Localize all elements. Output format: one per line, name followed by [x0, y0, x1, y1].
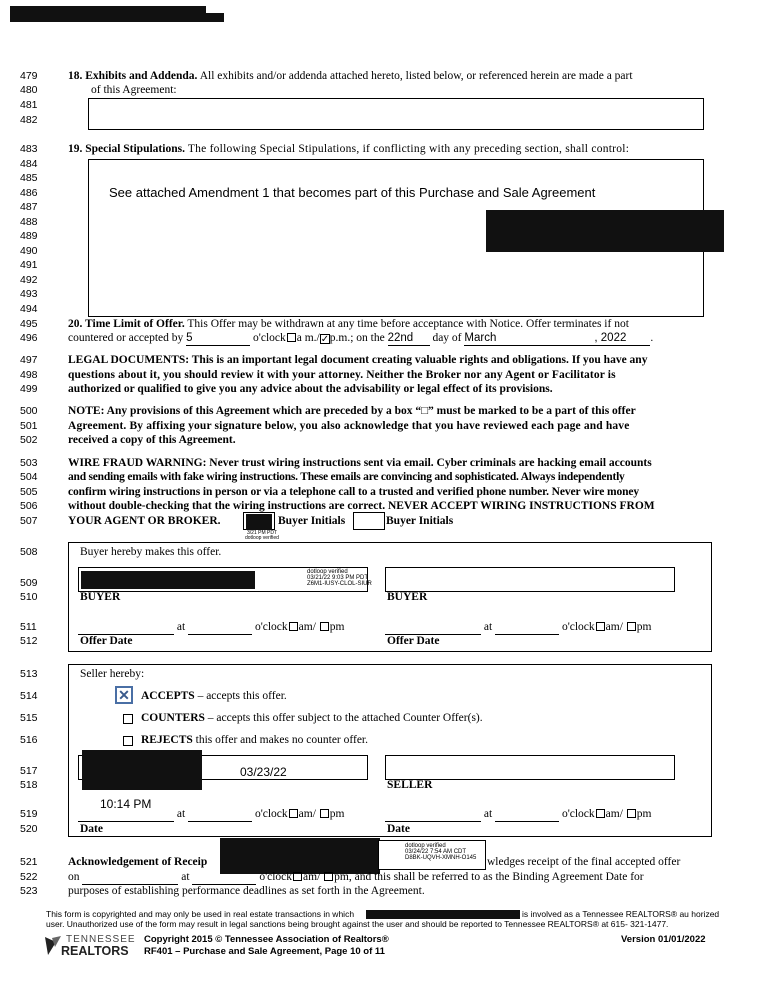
line-number: 520 — [20, 823, 38, 835]
buyer-time-field-1[interactable] — [188, 620, 252, 635]
section-20-text-2: countered or accepted by — [68, 332, 184, 344]
section-18-text: All exhibits and/or addenda attached hereto, listed below, or referenced herein are made a part — [199, 70, 633, 82]
wire-line-1: WIRE FRAUD WARNING: Never trust wiring instructions sent via email. Cyber criminals are hacking email accounts — [68, 457, 652, 469]
pm-checkbox[interactable] — [320, 334, 330, 344]
initials-stamp-verified: dotloop verified — [245, 535, 279, 541]
oclock-label: o'clock — [254, 621, 288, 633]
at-label: at — [176, 808, 186, 820]
counters-option — [141, 711, 483, 725]
line-number: 493 — [20, 288, 38, 300]
line-number: 486 — [20, 187, 38, 199]
line-number: 516 — [20, 734, 38, 746]
check-icon: ✓ — [320, 334, 330, 345]
am-label: am/ — [298, 808, 316, 820]
am-label: a m./ — [296, 332, 320, 344]
legal-line-1: LEGAL DOCUMENTS: This is an important legal document creating valuable rights and obligations. If you have any — [68, 354, 648, 366]
am-checkbox[interactable] — [289, 809, 298, 818]
section-19-heading: 19. Special Stipulations. — [68, 143, 185, 155]
logo-mark-icon — [44, 935, 62, 957]
oclock-label: o'clock — [253, 332, 286, 344]
line-number: 523 — [20, 885, 38, 897]
line-number: 504 — [20, 471, 38, 483]
day-of-label: day of — [432, 332, 462, 344]
line-number: 497 — [20, 354, 38, 366]
buyer-initials-box-2[interactable] — [353, 512, 385, 530]
note-line-3: received a copy of this Agreement. — [68, 434, 236, 446]
buyer-dotloop-1: dotloop verified — [307, 569, 348, 575]
accepts-label: ACCEPTS — [141, 690, 195, 702]
initials-stamp-time: 3/21 PM PDT — [247, 530, 278, 536]
seller-date-label-2: Date — [387, 823, 410, 835]
day-value: 22nd — [387, 332, 414, 344]
buyer-signature-2[interactable] — [385, 567, 675, 592]
year-field[interactable] — [594, 331, 650, 346]
line-number: 499 — [20, 383, 38, 395]
pm-checkbox[interactable] — [627, 622, 636, 631]
am-label: am/ — [298, 621, 316, 633]
line-number: 507 — [20, 515, 38, 527]
seller-date-field-2[interactable] — [385, 807, 481, 822]
seller-signature-redaction — [82, 750, 202, 790]
accepts-text: – accepts this offer. — [197, 690, 287, 702]
line-number: 487 — [20, 201, 38, 213]
seller-date-row-1 — [78, 807, 345, 822]
seller-date-label-1: Date — [80, 823, 103, 835]
tennessee-realtors-logo — [44, 933, 136, 959]
section-19-text: The following Special Stipulations, if conflicting with any preceding section, shall control: — [187, 143, 630, 155]
am-checkbox[interactable] — [596, 622, 605, 631]
pm-label: pm — [636, 808, 652, 820]
line-number: 509 — [20, 577, 38, 589]
ack-dotloop-1: dotloop verified — [405, 843, 446, 849]
line-number: 494 — [20, 303, 38, 315]
on-label: on — [68, 871, 80, 883]
footer-notice-1a: This form is copyrighted and may only be used in real estate transactions in which — [46, 909, 355, 919]
section-20-line-1 — [68, 317, 629, 331]
am-label: am/ — [605, 808, 623, 820]
line-number: 496 — [20, 332, 38, 344]
ack-dotloop-3: D8BK-UQVH-XMNH-O145 — [405, 855, 477, 861]
line-number: 517 — [20, 765, 38, 777]
line-number: 521 — [20, 856, 38, 868]
line-number: 485 — [20, 172, 38, 184]
seller-time-field-2[interactable] — [495, 807, 559, 822]
wire-line-4: without double-checking that the wiring instructions are correct. NEVER ACCEPT WIRING INSTRUCTIONS FROM — [68, 500, 655, 512]
offer-date-label-2: Offer Date — [387, 635, 440, 647]
pm-label: p.m.; on the — [329, 332, 385, 344]
legal-line-3: authorized or qualified to give you any advice about the advisability or legal effect of its provisions. — [68, 383, 553, 395]
seller-date-field-1[interactable] — [78, 807, 174, 822]
line-number: 479 — [20, 70, 38, 82]
at-label: at — [483, 808, 493, 820]
ack-line-2 — [68, 870, 644, 885]
footer-version: Version 01/01/2022 — [621, 934, 706, 945]
line-number: 495 — [20, 318, 38, 330]
note-line-1: NOTE: Any provisions of this Agreement which are preceded by a box “□” must be marked to be a part of this offer — [68, 405, 636, 417]
buyer-date-row-2 — [385, 620, 652, 635]
counters-checkbox[interactable] — [123, 714, 133, 724]
footer-notice-2: user. Unauthorized use of the form may result in legal sanctions being brought against the user and should be reported to Tennessee REALTORS® at 615- 321-1477. — [46, 919, 669, 929]
line-number: 522 — [20, 871, 38, 883]
line-number: 502 — [20, 434, 38, 446]
ack-date-field[interactable] — [82, 870, 178, 885]
line-number: 508 — [20, 546, 38, 558]
section-20-line-2: countered or accepted by 5 o'clock a m./✓p.m.; on the 22nd day of March , 2022 . — [68, 332, 654, 345]
buyer-dotloop-2: 03/21/22 9:03 PM PDT — [307, 575, 369, 581]
stipulations-content: See attached Amendment 1 that becomes part of this Purchase and Sale Agreement — [109, 185, 596, 200]
line-number: 519 — [20, 808, 38, 820]
wire-line-5: YOUR AGENT OR BROKER. — [68, 515, 221, 527]
pm-label: pm — [636, 621, 652, 633]
line-number: 498 — [20, 369, 38, 381]
header-redaction-2 — [10, 13, 224, 22]
buyer-intro: Buyer hereby makes this offer. — [80, 546, 222, 558]
wire-line-3: confirm wiring instructions in person or via a telephone call to a trusted and verified phone number. Never wire money — [68, 486, 640, 498]
buyer-initials-label-1: Buyer Initials — [278, 515, 346, 527]
seller-date-row-2 — [385, 807, 652, 822]
line-number: 491 — [20, 259, 38, 271]
line-number: 515 — [20, 712, 38, 724]
buyer-initials-label-2: Buyer Initials — [386, 515, 454, 527]
ack-dotloop-2: 03/24/22 7:54 AM CDT — [405, 849, 467, 855]
section-20-text: This Offer may be withdrawn at any time before acceptance with Notice. Offer terminates if not — [187, 318, 629, 330]
hour-field[interactable] — [186, 331, 250, 346]
seller-sign-date: 03/23/22 — [240, 765, 287, 779]
line-number: 518 — [20, 779, 38, 791]
rejects-text: this offer and makes no counter offer. — [195, 734, 368, 746]
footer-copyright: Copyright 2015 © Tennessee Association of Realtors® — [144, 934, 389, 945]
footer-form-title: RF401 – Purchase and Sale Agreement, Page 10 of 11 — [144, 946, 385, 957]
pm-checkbox[interactable] — [324, 872, 333, 881]
line-number: 503 — [20, 457, 38, 469]
line-number: 511 — [20, 621, 37, 633]
line-number: 513 — [20, 668, 38, 680]
pm-checkbox[interactable] — [320, 622, 329, 631]
section-18-heading: 18. Exhibits and Addenda. — [68, 70, 198, 82]
initials-redaction — [246, 514, 272, 530]
oclock-label: o'clock — [561, 621, 595, 633]
at-label: at — [483, 621, 493, 633]
line-number: 483 — [20, 143, 38, 155]
accepts-option — [141, 689, 287, 703]
buyer-date-row-1 — [78, 620, 345, 635]
line-number: 480 — [20, 84, 38, 96]
ack-heading: Acknowledgement of Receip — [68, 856, 208, 868]
year-value: , 2022 — [594, 332, 627, 344]
legal-line-2: questions about it, you should review it with your attorney. Neither the Broker nor any Agent or Facilitator is — [68, 369, 616, 381]
ack-text-1: wledges receipt of the final accepted offer — [487, 856, 681, 868]
hour-value: 5 — [186, 332, 193, 344]
ack-text-2: pm, and this shall be referred to as the Binding Agreement Date for — [334, 871, 644, 883]
section-19-line-1 — [68, 142, 629, 156]
rejects-checkbox[interactable] — [123, 736, 133, 746]
accepts-checkbox[interactable] — [115, 686, 133, 704]
am-checkbox[interactable] — [293, 872, 302, 881]
line-number: 514 — [20, 690, 38, 702]
line-number: 506 — [20, 500, 38, 512]
line-number: 490 — [20, 245, 38, 257]
seller-time-field-1[interactable] — [188, 807, 252, 822]
am-checkbox[interactable] — [287, 333, 296, 342]
note-line-2: Agreement. By affixing your signature below, you also acknowledge that you have reviewed each page and have — [68, 420, 630, 432]
day-field[interactable] — [388, 331, 430, 346]
counters-label: COUNTERS — [141, 712, 205, 724]
buyer-signature-redaction — [81, 571, 255, 589]
ack-redaction — [220, 838, 380, 874]
pm-label: pm — [329, 621, 345, 633]
at-label: at — [181, 871, 190, 883]
am-label: am/ — [605, 621, 623, 633]
rejects-label: REJECTS — [141, 734, 193, 746]
buyer-offer-date-field-2[interactable] — [385, 620, 481, 635]
pm-label: pm — [329, 808, 345, 820]
logo-text-bottom: REALTORS — [61, 944, 129, 958]
at-label: at — [176, 621, 186, 633]
seller-intro: Seller hereby: — [80, 668, 145, 680]
ack-time-field[interactable] — [192, 870, 256, 885]
month-value: March — [464, 332, 497, 344]
line-number: 489 — [20, 230, 38, 242]
month-field[interactable] — [464, 331, 594, 346]
line-number: 512 — [20, 635, 38, 647]
am-checkbox[interactable] — [289, 622, 298, 631]
line-number: 481 — [20, 99, 38, 111]
buyer-offer-date-field-1[interactable] — [78, 620, 174, 635]
redaction-block — [486, 210, 724, 252]
am-checkbox[interactable] — [596, 809, 605, 818]
oclock-label: o'clock — [259, 871, 293, 883]
section-18-text-2: of this Agreement: — [91, 84, 177, 96]
seller-label: SELLER — [387, 779, 433, 791]
line-number: 484 — [20, 158, 38, 170]
ack-line-3: purposes of establishing performance deadlines as set forth in the Agreement. — [68, 885, 425, 897]
oclock-label: o'clock — [561, 808, 595, 820]
offer-date-label-1: Offer Date — [80, 635, 133, 647]
footer-redaction — [366, 910, 520, 919]
footer-notice-1b: is involved as a Tennessee REALTORS® au horized — [522, 909, 720, 919]
line-number: 501 — [20, 420, 38, 432]
section-20-heading: 20. Time Limit of Offer. — [68, 318, 185, 330]
logo-text-top: TENNESSEE — [66, 934, 136, 945]
section-18-line-1 — [68, 69, 633, 83]
line-number: 488 — [20, 216, 38, 228]
oclock-label: o'clock — [254, 808, 288, 820]
exhibits-field[interactable] — [88, 98, 704, 130]
seller-sign-time: 10:14 PM — [100, 797, 152, 811]
line-number: 500 — [20, 405, 38, 417]
counters-text: – accepts this offer subject to the attached Counter Offer(s). — [207, 712, 483, 724]
rejects-option — [141, 733, 368, 747]
line-number: 482 — [20, 114, 38, 126]
buyer-label-1: BUYER — [80, 591, 121, 603]
am-label: am/ — [303, 871, 321, 883]
buyer-time-field-2[interactable] — [495, 620, 559, 635]
seller-signature-2[interactable] — [385, 755, 675, 780]
line-number: 510 — [20, 591, 38, 603]
pm-checkbox[interactable] — [320, 809, 329, 818]
wire-line-2: and sending emails with fake wiring instructions. These emails are convincing and sophisticated. Always independently — [68, 471, 625, 483]
buyer-label-2: BUYER — [387, 591, 428, 603]
pm-checkbox[interactable] — [627, 809, 636, 818]
line-number: 505 — [20, 486, 38, 498]
buyer-dotloop-3: Z6M1-IUSY-CLOL-SIUR — [307, 581, 372, 587]
line-number: 492 — [20, 274, 38, 286]
x-mark-icon: ✕ — [118, 687, 130, 703]
